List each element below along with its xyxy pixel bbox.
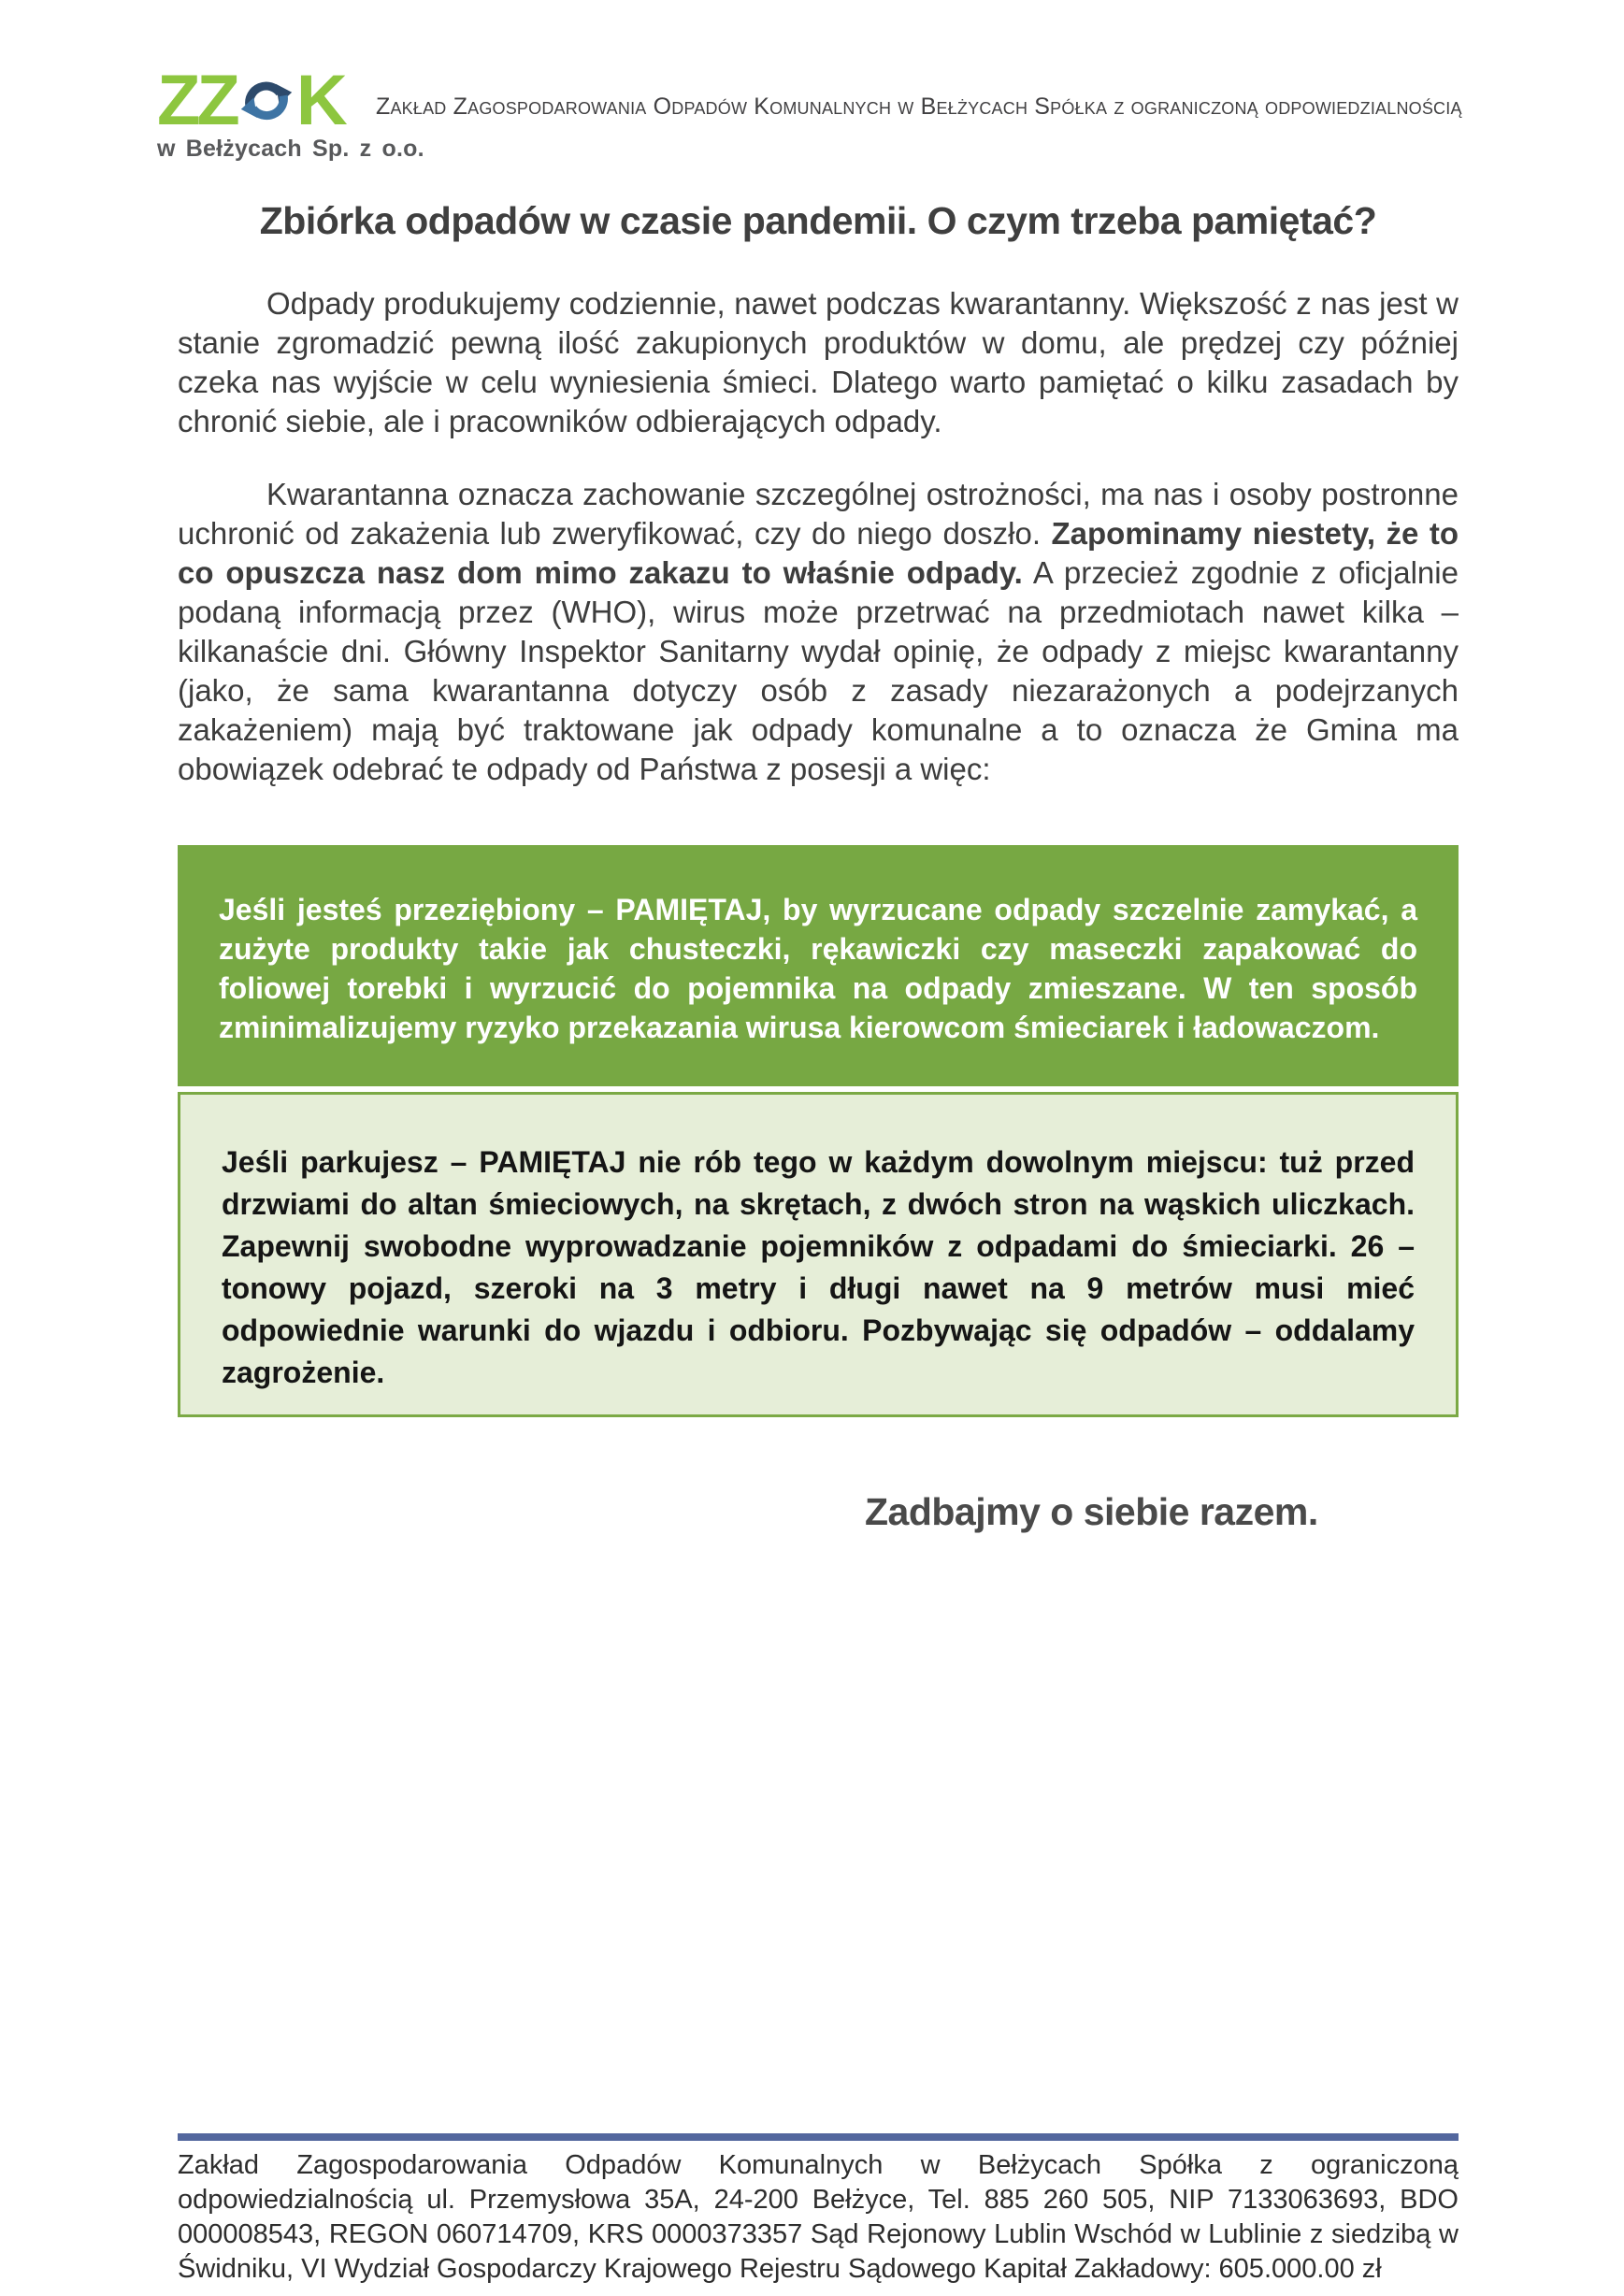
logo-text-zz: ZZ <box>157 61 237 140</box>
paragraph-quarantine-bold: Zapominamy niestety, że to co opuszcza nasz dom mimo zakazu to właśnie odpady. <box>178 516 1459 590</box>
pale-highlight-box <box>178 1092 1459 1417</box>
footer <box>178 2133 1459 2287</box>
footer-divider-bar <box>178 2133 1459 2141</box>
document-body <box>178 198 1459 1534</box>
page-title: Zbiórka odpadów w czasie pandemii. O czym trzeba pamiętać? <box>259 199 1377 242</box>
paragraph-intro: Odpady produkujemy codziennie, nawet podczas kwarantanny. Większość z nas jest w stanie zgromadzić pewną ilość zakupionych produktów w domu, ale prędzej czy później czeka nas wyjście w celu wyniesienia śmieci. Dlatego warto pamiętać o kilku zasadach by chronić siebie, ale i pracowników odbierających odpady. <box>178 286 1459 438</box>
footer-company-details: Zakład Zagospodarowania Odpadów Komunalnych w Bełżycach Spółka z ograniczoną odpowiedzialnością ul. Przemysłowa 35A, 24-200 Bełżyce, Tel. 885 260 505, NIP 7133063693, BDO 000008543, REGON 060714709, KRS 0000373357 Sąd Rejonowy Lublin Wschód w Lublinie z siedzibą w Świdniku, VI Wydział Gospodarczy Krajowego Rejestru Sądowego Kapitał Zakładowy: 605.000.00 zł <box>178 2150 1459 2284</box>
green-highlight-box <box>178 845 1459 1086</box>
company-name-header: Zakład Zagospodarowania Odpadów Komunalnych w Bełżycach Spółka z ograniczoną odpowiedzialnością <box>376 93 1462 120</box>
paragraph-quarantine-part2: A przecież zgodnie z oficjalnie podaną informacją przez (WHO), wirus może przetrwać na przedmiotach nawet kilka – kilkanaście dni. Główny Inspektor Sanitarny wydał opinię, że odpady z miejsc kwarantanny (jako, że sama kwarantanna dotyczy osób z zasady niezarażonych a podejrzanych zakażeniem) mają być traktowane jak odpady komunalne a to oznacza że Gmina ma obowiązek odebrać te odpady od Państwa z posesji a więc: <box>178 555 1459 786</box>
green-box-text: Jeśli jesteś przeziębiony – PAMIĘTAJ, by wyrzucane odpady szczelnie zamykać, a zużyte produkty takie jak chusteczki, rękawiczki czy maseczki zapakować do foliowej torebki i wyrzucić do pojemnika na odpady zmieszane. W ten sposób zminimalizujemy ryzyko przekazania wirusa kierowcom śmieciarek i ładowaczom. <box>219 893 1417 1044</box>
logo-tagline: w Bełżycach Sp. z o.o. <box>157 135 424 162</box>
logo-text-k: K <box>295 61 344 140</box>
closing-statement: Zadbajmy o siebie razem. <box>865 1490 1318 1533</box>
paragraph-quarantine <box>178 475 1459 789</box>
pale-box-text: Jeśli parkujesz – PAMIĘTAJ nie rób tego w każdym dowolnym miejscu: tuż przed drzwiami do altan śmieciowych, na skrętach, z dwóch stron na wąskich uliczkach. Zapewnij swobodne wyprowadzanie pojemników z odpadami do śmieciarki. 26 – tonowy pojazd, szeroki na 3 metry i długi nawet na 9 metrów musi mieć odpowiednie warunki do wjazdu i odbioru. Pozbywając się odpadów – oddalamy zagrożenie. <box>222 1145 1415 1389</box>
recycle-arrows-icon <box>239 72 294 130</box>
paragraph-quarantine-part1: Kwarantanna oznacza zachowanie szczególnej ostrożności, ma nas i osoby postronne uchronić od zakażenia lub zweryfikować, czy do niego doszło. <box>178 477 1459 551</box>
